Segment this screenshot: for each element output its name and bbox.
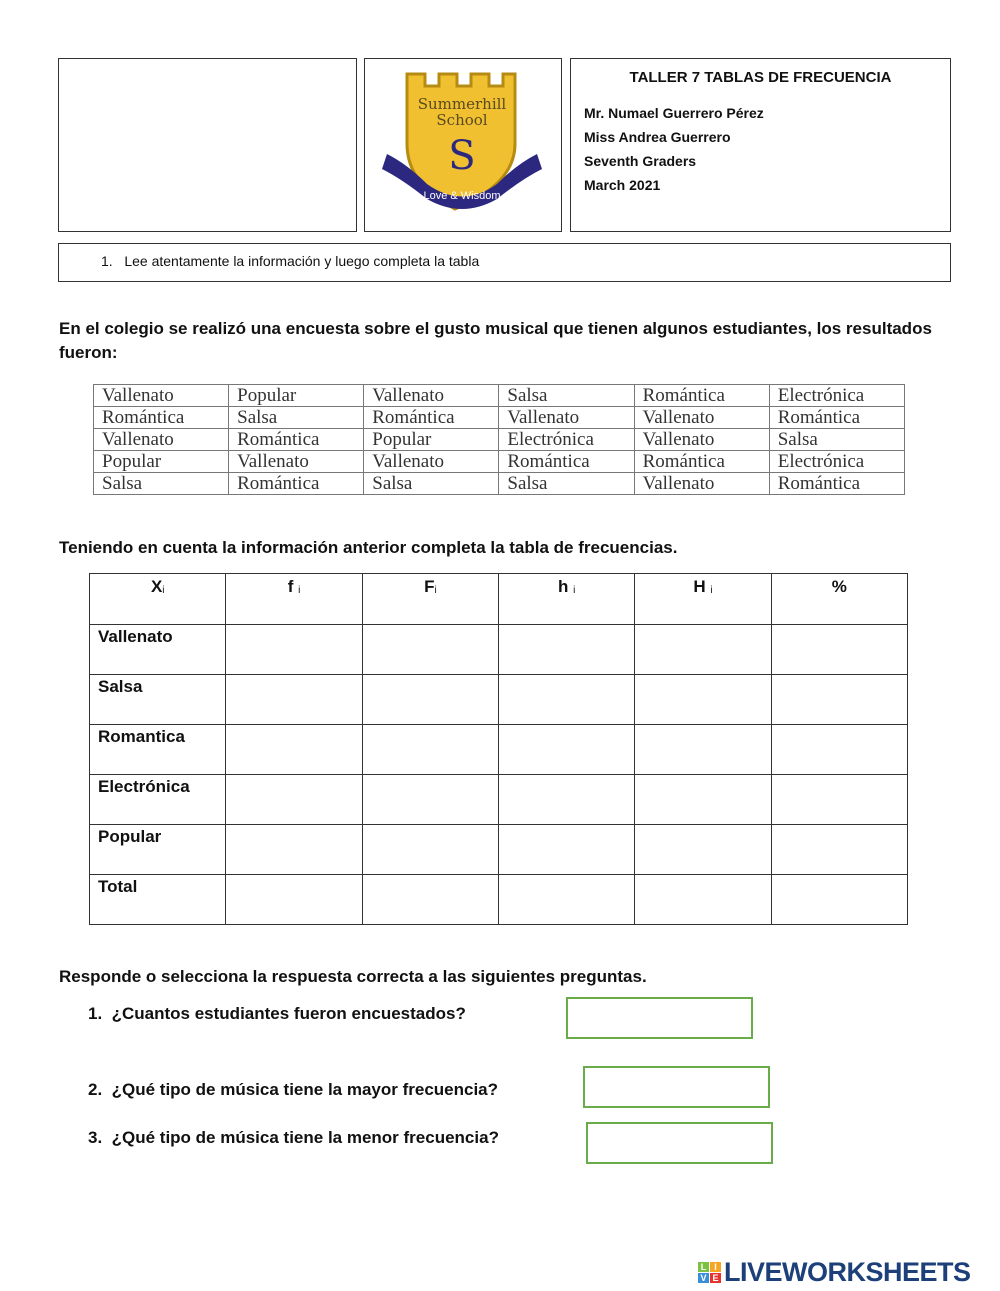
- header-subscript: i: [710, 585, 713, 596]
- answer-cell[interactable]: [362, 675, 498, 725]
- answer-cell[interactable]: [226, 825, 362, 875]
- empty-header-box: [58, 58, 357, 232]
- header-symbol: h: [558, 577, 574, 596]
- survey-cell: Romántica: [229, 429, 364, 451]
- answer-cell[interactable]: [771, 875, 907, 925]
- answer-cell[interactable]: [635, 625, 771, 675]
- header-symbol: %: [831, 577, 847, 596]
- survey-cell: Electrónica: [499, 429, 634, 451]
- survey-cell: Vallenato: [634, 429, 769, 451]
- survey-cell: Salsa: [94, 473, 229, 495]
- answer-cell[interactable]: [226, 775, 362, 825]
- survey-cell: Vallenato: [364, 451, 499, 473]
- survey-cell: Romántica: [364, 407, 499, 429]
- survey-data-table: [93, 384, 905, 495]
- freq-row: [90, 775, 908, 825]
- survey-row: [94, 429, 905, 451]
- survey-cell: Romántica: [769, 407, 904, 429]
- survey-cell: Romántica: [769, 473, 904, 495]
- freq-header: [362, 574, 498, 625]
- frequency-table: [89, 573, 908, 925]
- teacher-name: Mr. Numael Guerrero Pérez: [584, 105, 764, 121]
- school-crest-logo: [377, 69, 547, 219]
- survey-cell: Popular: [229, 385, 364, 407]
- survey-cell: Romántica: [634, 451, 769, 473]
- answer-1-input[interactable]: [566, 997, 753, 1039]
- survey-cell: Salsa: [769, 429, 904, 451]
- questions-heading: Responde o selecciona la respuesta correcta a las siguientes preguntas.: [59, 967, 647, 986]
- answer-2-input[interactable]: [583, 1066, 770, 1108]
- answer-cell[interactable]: [499, 775, 635, 825]
- live-badge-icon: [698, 1262, 721, 1283]
- header-subscript: i: [434, 585, 437, 596]
- answer-cell[interactable]: [499, 625, 635, 675]
- answer-cell[interactable]: [499, 675, 635, 725]
- survey-cell: Electrónica: [769, 385, 904, 407]
- answer-cell[interactable]: [362, 825, 498, 875]
- survey-cell: Salsa: [364, 473, 499, 495]
- header-symbol: F: [424, 577, 435, 596]
- answer-cell[interactable]: [635, 775, 771, 825]
- answer-cell[interactable]: [771, 625, 907, 675]
- freq-row: [90, 875, 908, 925]
- survey-cell: Romántica: [229, 473, 364, 495]
- category-label: Electrónica: [90, 775, 226, 825]
- svg-text:Summerhill: Summerhill: [417, 95, 507, 113]
- instruction-box: [58, 243, 951, 282]
- answer-cell[interactable]: [771, 825, 907, 875]
- header-symbol: X: [150, 577, 163, 596]
- badge-letter: I: [710, 1262, 721, 1272]
- liveworksheets-logo: [698, 1257, 971, 1288]
- survey-row: [94, 473, 905, 495]
- question-3: 3. ¿Qué tipo de música tiene la menor frecuencia?: [88, 1128, 499, 1147]
- category-label: Salsa: [90, 675, 226, 725]
- instruction-text: 1. Lee atentamente la información y luego completa la tabla: [101, 253, 480, 269]
- freq-heading: Teniendo en cuenta la información anterior completa la tabla de frecuencias.: [59, 538, 678, 557]
- survey-row: [94, 385, 905, 407]
- answer-cell[interactable]: [635, 875, 771, 925]
- survey-cell: Vallenato: [94, 385, 229, 407]
- title-box: [570, 58, 951, 232]
- freq-header: [90, 574, 226, 625]
- logo-box: [364, 58, 562, 232]
- survey-cell: Vallenato: [229, 451, 364, 473]
- survey-cell: Vallenato: [634, 407, 769, 429]
- header-subscript: i: [162, 585, 165, 596]
- freq-header: [226, 574, 362, 625]
- survey-cell: Vallenato: [499, 407, 634, 429]
- answer-cell[interactable]: [771, 675, 907, 725]
- survey-cell: Romántica: [634, 385, 769, 407]
- category-label: Romantica: [90, 725, 226, 775]
- svg-text:School: School: [436, 111, 488, 129]
- header-symbol: H: [693, 577, 711, 596]
- freq-row: [90, 825, 908, 875]
- worksheet-title: TALLER 7 TABLAS DE FRECUENCIA: [629, 69, 892, 86]
- category-label: Popular: [90, 825, 226, 875]
- freq-header: [771, 574, 907, 625]
- answer-cell[interactable]: [499, 725, 635, 775]
- header-symbol: f: [287, 577, 299, 596]
- svg-text:Love & Wisdom: Love & Wisdom: [423, 190, 501, 202]
- answer-3-input[interactable]: [586, 1122, 773, 1164]
- teacher-name-2: Miss Andrea Guerrero: [584, 129, 731, 145]
- badge-letter: V: [698, 1273, 709, 1283]
- answer-cell[interactable]: [771, 775, 907, 825]
- survey-cell: Electrónica: [769, 451, 904, 473]
- freq-row: [90, 675, 908, 725]
- question-1: 1. ¿Cuantos estudiantes fueron encuestados?: [88, 1004, 466, 1023]
- answer-cell[interactable]: [362, 725, 498, 775]
- date: March 2021: [584, 177, 661, 193]
- survey-row: [94, 451, 905, 473]
- answer-cell[interactable]: [362, 875, 498, 925]
- answer-cell[interactable]: [226, 725, 362, 775]
- badge-letter: E: [710, 1273, 721, 1283]
- answer-cell[interactable]: [771, 725, 907, 775]
- freq-row: [90, 625, 908, 675]
- intro-text: En el colegio se realizó una encuesta sobre el gusto musical que tienen algunos estudiantes, los resultados fueron:: [59, 319, 932, 362]
- answer-cell[interactable]: [362, 775, 498, 825]
- survey-cell: Vallenato: [94, 429, 229, 451]
- answer-cell[interactable]: [226, 625, 362, 675]
- answer-cell[interactable]: [499, 875, 635, 925]
- survey-cell: Vallenato: [364, 385, 499, 407]
- header-subscript: i: [573, 585, 576, 596]
- answer-cell[interactable]: [362, 625, 498, 675]
- survey-cell: Salsa: [229, 407, 364, 429]
- freq-row: [90, 725, 908, 775]
- brand-text: LIVEWORKSHEETS: [724, 1257, 971, 1287]
- survey-row: [94, 407, 905, 429]
- svg-text:S: S: [448, 133, 476, 179]
- grade: Seventh Graders: [584, 153, 697, 169]
- survey-cell: Romántica: [94, 407, 229, 429]
- category-label: Vallenato: [90, 625, 226, 675]
- survey-cell: Popular: [94, 451, 229, 473]
- answer-cell[interactable]: [635, 725, 771, 775]
- answer-cell[interactable]: [635, 825, 771, 875]
- answer-cell[interactable]: [635, 675, 771, 725]
- survey-cell: Romántica: [499, 451, 634, 473]
- survey-cell: Vallenato: [634, 473, 769, 495]
- answer-cell[interactable]: [226, 675, 362, 725]
- freq-header: [499, 574, 635, 625]
- badge-letter: L: [698, 1262, 709, 1272]
- freq-header: [635, 574, 771, 625]
- survey-cell: Salsa: [499, 473, 634, 495]
- survey-cell: Popular: [364, 429, 499, 451]
- answer-cell[interactable]: [226, 875, 362, 925]
- survey-cell: Salsa: [499, 385, 634, 407]
- header-subscript: i: [298, 585, 301, 596]
- answer-cell[interactable]: [499, 825, 635, 875]
- question-2: 2. ¿Qué tipo de música tiene la mayor frecuencia?: [88, 1080, 499, 1099]
- category-label: Total: [90, 875, 226, 925]
